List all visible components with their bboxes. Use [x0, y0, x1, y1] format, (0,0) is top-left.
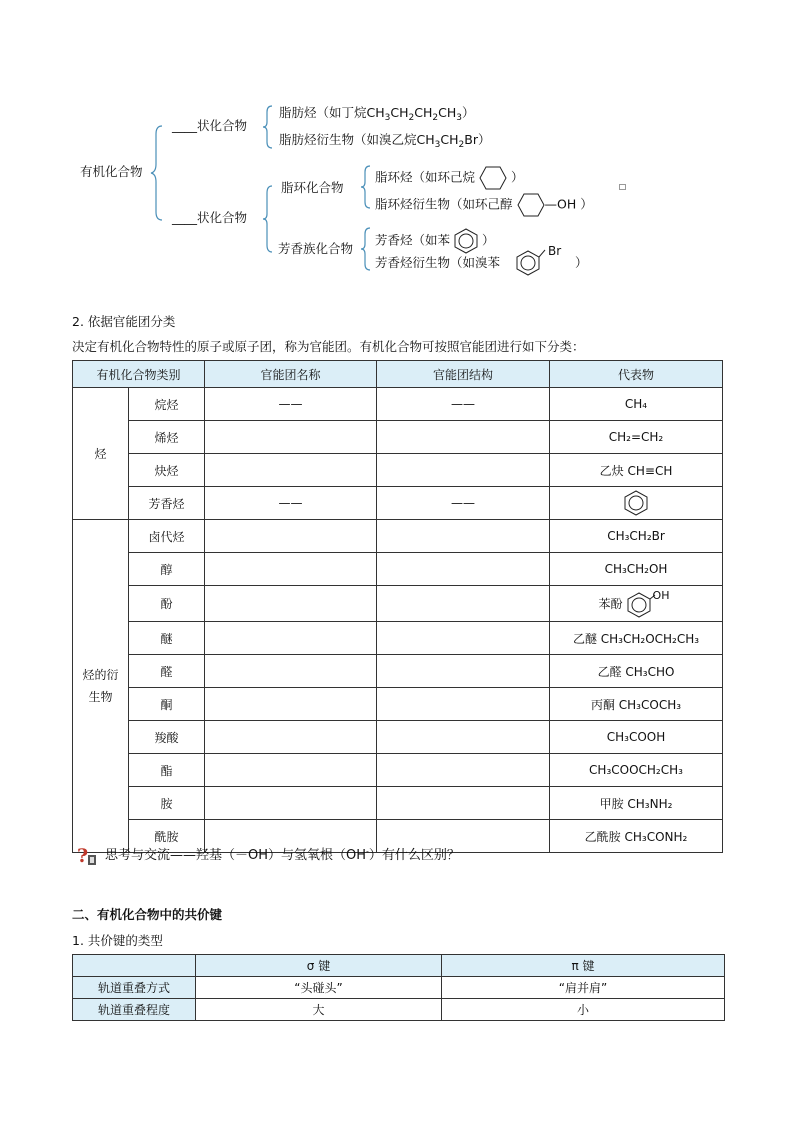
rep-cell [550, 487, 723, 520]
header-fg-name: 官能团名称 [205, 361, 377, 388]
phenol-label: 苯酚 [598, 597, 623, 611]
fg-name-cell [205, 721, 377, 754]
rep-cell: CH₃COOCH₂CH₃ [550, 754, 723, 787]
row-category: 酚 [129, 586, 205, 622]
covalent-bond-table [72, 954, 725, 1021]
row-category: 酯 [129, 754, 205, 787]
fg-name-cell [205, 655, 377, 688]
fg-structure-cell [377, 622, 550, 655]
rep-cell: 乙醚 CH₃CH₂OCH₂CH₃ [550, 622, 723, 655]
header-empty [73, 955, 196, 977]
fg-structure-cell [377, 688, 550, 721]
row-category: 卤代烃 [129, 520, 205, 553]
table-row [73, 421, 723, 454]
header-fg-structure: 官能团结构 [377, 361, 550, 388]
rep-cell: 丙酮 CH₃COCH₃ [550, 688, 723, 721]
sigma-cell: “头碰头” [196, 977, 442, 999]
fg-name-cell [205, 586, 377, 622]
think-text: 思考与交流——羟基（－OH）与氢氧根（OH-）有什么区别？ [105, 847, 460, 863]
aromatic-item-benzene: 芳香烃（如苯 ） [375, 228, 495, 254]
table-row [73, 754, 723, 787]
rep-cell: 乙炔 CH≡CH [550, 454, 723, 487]
table-row [73, 721, 723, 754]
fg-structure-cell [377, 421, 550, 454]
row-category: 芳香烃 [129, 487, 205, 520]
ring-label: ____状化合物 [172, 210, 248, 225]
rep-cell: CH₃COOH [550, 721, 723, 754]
table-row [73, 999, 725, 1021]
row-category: 胺 [129, 787, 205, 820]
rep-cell: CH₄ [550, 388, 723, 421]
table-row [73, 520, 723, 553]
fg-structure-cell [377, 520, 550, 553]
table-row [73, 487, 723, 520]
bromo-label: Br [548, 244, 562, 258]
rep-cell: 甲胺 CH₃NH₂ [550, 787, 723, 820]
fg-structure-cell: —— [377, 388, 550, 421]
rep-cell: CH₃CH₂Br [550, 520, 723, 553]
header-sigma: σ 键 [196, 955, 442, 977]
aromatic-brace [360, 226, 372, 272]
fg-name-cell [205, 622, 377, 655]
fg-name-cell [205, 688, 377, 721]
header-representative: 代表物 [550, 361, 723, 388]
cyclohexane-icon [479, 166, 507, 190]
section2-heading: 2. 依据官能团分类 [72, 314, 176, 329]
table-header-row [73, 361, 723, 388]
row-category: 醚 [129, 622, 205, 655]
table-row [73, 586, 723, 622]
fg-structure-cell [377, 655, 550, 688]
chain-brace [262, 104, 274, 150]
fg-name-cell: —— [205, 388, 377, 421]
table-row [73, 655, 723, 688]
row-category: 烷烃 [129, 388, 205, 421]
table-row [73, 388, 723, 421]
table-row [73, 553, 723, 586]
row-label: 轨道重叠方式 [73, 977, 196, 999]
anchor-marker [619, 184, 626, 190]
row-category: 醇 [129, 553, 205, 586]
section2-intro: 决定有机化合物特性的原子或原子团，称为官能团。有机化合物可按照官能团进行如下分类： [72, 339, 585, 354]
rep-cell [550, 586, 723, 622]
phenol-icon [627, 590, 653, 618]
row-category: 烯烃 [129, 421, 205, 454]
section3-sub: 1. 共价键的类型 [72, 933, 163, 948]
chain-label: ____状化合物 [172, 118, 248, 133]
group-hydrocarbon: 烃 [73, 388, 129, 520]
alicyclic-brace [360, 164, 372, 210]
rep-cell: CH₃CH₂OH [550, 553, 723, 586]
row-category: 炔烃 [129, 454, 205, 487]
phenol-oh: OH [652, 589, 670, 602]
fg-structure-cell [377, 454, 550, 487]
fg-structure-cell [377, 754, 550, 787]
ring-brace [262, 184, 274, 254]
aromatic-label: 芳香族化合物 [278, 241, 354, 256]
functional-group-table [72, 360, 723, 853]
chain-item-alkane: 脂肪烃（如丁烷$CH_3CH_2CH_2CH_3$） [279, 105, 475, 123]
table-header-row [73, 955, 725, 977]
row-category: 酰胺 [129, 820, 205, 853]
fg-structure-cell: —— [377, 487, 550, 520]
row-label: 轨道重叠程度 [73, 999, 196, 1021]
section3-heading: 二、有机化合物中的共价键 [72, 907, 223, 922]
svg-text:?: ? [77, 845, 89, 867]
alicyclic-item-cyclohexanol: 脂环烃衍生物（如环己醇 —OH ） [375, 193, 593, 217]
fg-name-cell [205, 787, 377, 820]
fg-name-cell [205, 553, 377, 586]
fg-name-cell [205, 520, 377, 553]
table-row [73, 787, 723, 820]
root-brace [150, 124, 164, 222]
table-row [73, 454, 723, 487]
fg-name-cell [205, 454, 377, 487]
row-category: 醛 [129, 655, 205, 688]
fg-structure-cell [377, 553, 550, 586]
bromobenzene-icon [514, 244, 548, 276]
table-row [73, 977, 725, 999]
fg-name-cell [205, 754, 377, 787]
think-icon [77, 846, 99, 866]
fg-name-cell [205, 421, 377, 454]
fg-name-cell: —— [205, 487, 377, 520]
rep-cell: 乙醛 CH₃CHO [550, 655, 723, 688]
tree-root: 有机化合物 [80, 164, 143, 179]
alicyclic-label: 脂环化合物 [281, 180, 344, 195]
header-pi: π 键 [442, 955, 725, 977]
group-derivatives: 烃的衍生物 [73, 520, 129, 853]
aromatic-item-bromobenzene: 芳香烃衍生物（如溴苯 [375, 255, 501, 270]
bromobenzene-close: ） [575, 255, 588, 270]
row-category: 羧酸 [129, 721, 205, 754]
chain-item-bromoethane: 脂肪烃衍生物（如溴乙烷$CH_3CH_2Br$） [279, 132, 491, 150]
sigma-cell: 大 [196, 999, 442, 1021]
rep-cell: 乙酰胺 CH₃CONH₂ [550, 820, 723, 853]
benzene-icon [624, 490, 648, 516]
fg-structure-cell [377, 586, 550, 622]
cyclohexanol-icon [517, 193, 545, 217]
pi-cell: “肩并肩” [442, 977, 725, 999]
header-category: 有机化合物类别 [73, 361, 205, 388]
alicyclic-item-cyclohexane: 脂环烃（如环己烷 ） [375, 166, 524, 190]
table-row [73, 622, 723, 655]
fg-structure-cell [377, 787, 550, 820]
table-row [73, 688, 723, 721]
fg-structure-cell [377, 721, 550, 754]
pi-cell: 小 [442, 999, 725, 1021]
row-category: 酮 [129, 688, 205, 721]
benzene-icon [454, 228, 478, 254]
rep-cell: CH₂=CH₂ [550, 421, 723, 454]
